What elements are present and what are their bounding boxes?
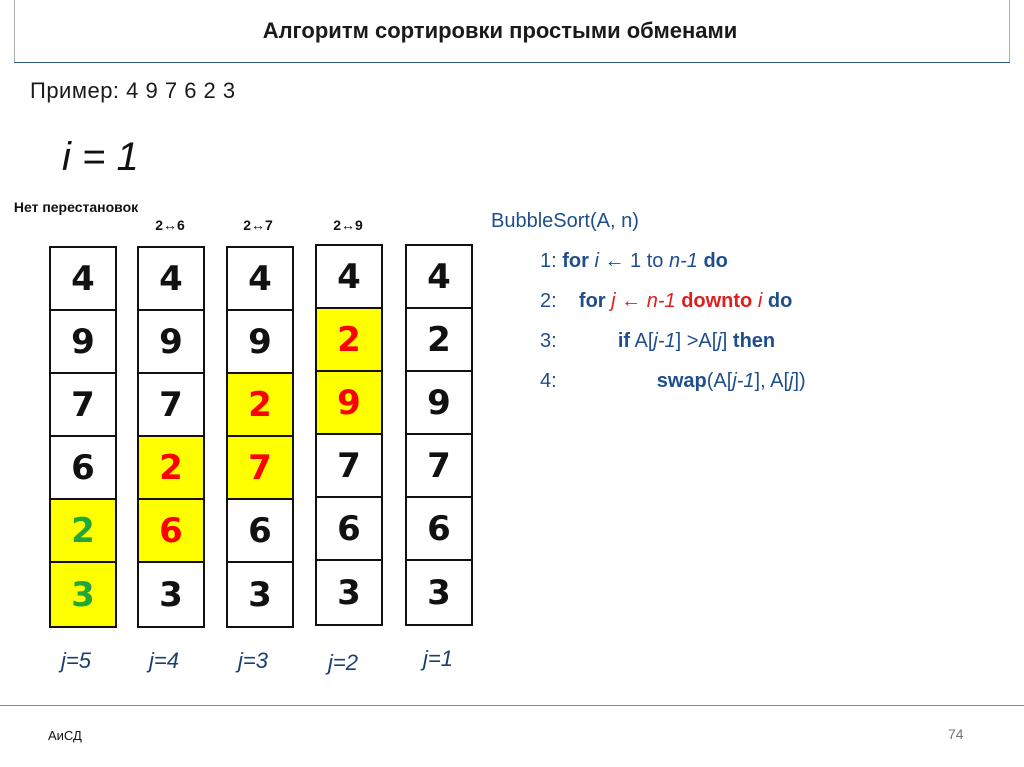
array-cell: 3 <box>427 572 451 613</box>
array-cell: 2 <box>51 500 115 563</box>
slide-title: Алгоритм сортировки простыми обменами <box>262 18 738 43</box>
column-header-4: 2↔9 <box>333 217 363 233</box>
array-cell: 9 <box>407 372 471 435</box>
array-cell: 2 <box>407 309 471 372</box>
pseudocode-line-1: 1: for i ← 1 to n-1 do <box>540 250 728 272</box>
pseudocode-line-4: 4: swap(A[j-1], A[j]) <box>540 370 806 392</box>
footer-rule <box>0 705 1024 706</box>
array-column-5 <box>405 244 473 626</box>
j-label-4: j=2 <box>328 650 358 675</box>
frame-right-line <box>1009 0 1010 62</box>
array-column-4 <box>315 244 383 626</box>
array-cell: 7 <box>51 374 115 437</box>
array-cell: 2 <box>228 374 292 437</box>
array-cell: 9 <box>139 311 203 374</box>
array-cell: 7 <box>139 374 203 437</box>
array-cell: 4 <box>51 248 115 311</box>
j-label-2: j=4 <box>149 648 179 673</box>
j-label-1: j=5 <box>61 648 91 673</box>
array-cell: 7 <box>407 435 471 498</box>
array-cell: 3 <box>51 563 115 626</box>
array-cell: 3 <box>248 574 272 615</box>
array-cell: 3 <box>159 574 183 615</box>
array-cell: 4 <box>407 246 471 309</box>
pseudocode-line-2: 2: for j ← n-1 downto i do <box>540 290 793 312</box>
pseudocode-header: BubbleSort(A, n) <box>491 210 639 232</box>
j-label-5: j=1 <box>423 646 453 671</box>
array-cell: 9 <box>317 372 381 435</box>
array-cell: 7 <box>228 437 292 500</box>
pseudocode-line-3: 3: if A[j-1] >A[j] then <box>540 330 776 352</box>
array-cell: 3 <box>337 572 361 613</box>
column-header-1: Нет перестановок <box>13 199 139 215</box>
page-number: 74 <box>948 726 964 742</box>
array-cell: 4 <box>228 248 292 311</box>
array-cell: 6 <box>228 500 292 563</box>
example-text: Пример: 4 9 7 6 2 3 <box>30 78 236 103</box>
array-cell: 6 <box>317 498 381 561</box>
column-header-3: 2↔7 <box>243 217 273 233</box>
array-cell: 6 <box>51 437 115 500</box>
array-cell: 6 <box>407 498 471 561</box>
j-label-3: j=3 <box>238 648 268 673</box>
array-column-2 <box>137 246 205 628</box>
array-cell: 4 <box>317 246 381 309</box>
array-column-3 <box>226 246 294 628</box>
array-cell: 4 <box>139 248 203 311</box>
array-cell: 9 <box>51 311 115 374</box>
array-cell: 2 <box>139 437 203 500</box>
array-cell: 9 <box>228 311 292 374</box>
column-header-2: 2↔6 <box>155 217 185 233</box>
array-column-1 <box>49 246 117 628</box>
title-rule <box>14 62 1010 63</box>
array-cell: 2 <box>317 309 381 372</box>
iteration-label: i = 1 <box>62 135 139 179</box>
array-cell: 7 <box>317 435 381 498</box>
footer-course-label: АиСД <box>48 728 82 743</box>
array-cell: 6 <box>139 500 203 563</box>
